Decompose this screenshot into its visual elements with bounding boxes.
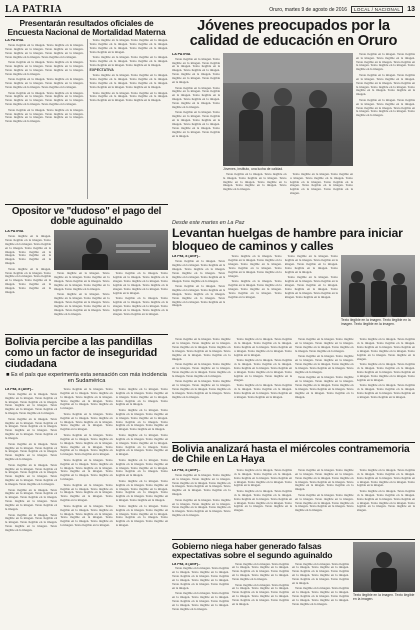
pandillas-column-1 xyxy=(5,388,57,630)
gobierno-paragraph: Texto ilegible en la imagen. Texto ilegible en la imagen. Texto ilegible en la imagen. Texto ilegible en la imagen. Texto ilegible en la imagen. Texto ilegible en la imagen. Texto ilegible en la imagen. xyxy=(232,562,289,582)
pandillas-paragraph: Texto ilegible en la imagen. Texto ilegible en la imagen. Texto ilegible en la imagen. Texto ilegible en la imagen. Texto ilegible en la imagen. Texto ilegible en la imagen. Texto ilegible en la imagen. xyxy=(60,457,113,482)
encuesta-paragraph: Texto ilegible en la imagen. Texto ilegible en la imagen. Texto ilegible en la imagen. Texto ilegible en la imagen. Texto ilegible en la imagen. Texto ilegible en la imagen. Texto ilegible en la imagen. xyxy=(5,60,84,76)
levantan-paragraph: Texto ilegible en la imagen. Texto ilegible en la imagen. Texto ilegible en la imagen. Texto ilegible en la imagen. Texto ilegible en la imagen. Texto ilegible en la imagen. Texto ilegible en la imagen. xyxy=(228,255,282,278)
chile-paragraph: Texto ilegible en la imagen. Texto ilegible en la imagen. Texto ilegible en la imagen. Texto ilegible en la imagen. Texto ilegible en la imagen. Texto ilegible en la imagen. Texto ilegible en la imagen. Texto ilegible en la imagen. xyxy=(295,468,354,492)
headline-pandillas: Bolivia percibe a las pandillas como un factor de inseguridad ciudadana xyxy=(5,336,157,370)
chile-paragraph: Texto ilegible en la imagen. Texto ilegible en la imagen. Texto ilegible en la imagen. Texto ilegible en la imagen. Texto ilegible en la imagen. Texto ilegible en la imagen. Texto ilegible en la imagen. Texto ilegible en la imagen. xyxy=(233,488,292,513)
chile-paragraph: Texto ilegible en la imagen. Texto ilegible en la imagen. Texto ilegible en la imagen. Texto ilegible en la imagen. Texto ilegible en la imagen. Texto ilegible en la imagen. Texto ilegible en la imagen. Texto ilegible en la imagen. xyxy=(172,472,231,497)
levantan-column-3 xyxy=(285,255,338,335)
jovenes-paragraph: Texto ilegible en la imagen. Texto ilegible en la imagen. Texto ilegible en la imagen. Texto ilegible en la imagen. Texto ilegible en la imagen. Texto ilegible en la imagen. Texto ilegible en la imagen. Texto ilegible en la imagen. xyxy=(356,72,415,97)
levantan-paragraph: Texto ilegible en la imagen. Texto ilegible en la imagen. Texto ilegible en la imagen. Texto ilegible en la imagen. Texto ilegible en la imagen. Texto ilegible en la imagen. Texto ilegible en la imagen. Texto ilegible en la imagen. xyxy=(172,258,226,283)
masthead-info xyxy=(269,6,415,13)
levantan-paragraph: Texto ilegible en la imagen. Texto ilegible en la imagen. Texto ilegible en la imagen. Texto ilegible en la imagen. Texto ilegible en la imagen. Texto ilegible en la imagen. xyxy=(172,362,231,378)
pandillas-paragraph: Texto ilegible en la imagen. Texto ilegible en la imagen. Texto ilegible en la imagen. Texto ilegible en la imagen. Texto ilegible en la imagen. Texto ilegible en la imagen. Texto ilegible en la imagen. xyxy=(115,503,168,528)
divider xyxy=(172,539,415,540)
students-figures-icon xyxy=(223,53,353,166)
jovenes-photo-block xyxy=(223,53,353,213)
encuesta-paragraph: Texto ilegible en la imagen. Texto ilegible en la imagen. Texto ilegible en la imagen. Texto ilegible en la imagen. Texto ilegible en la imagen. Texto ilegible en la imagen. xyxy=(89,55,168,68)
jovenes-paragraph: Texto ilegible en la imagen. Texto ilegible en la imagen. Texto ilegible en la imagen. Texto ilegible en la imagen. Texto ilegible en la imagen. Texto ilegible en la imagen. Texto ilegible en la imagen. Texto ilegible en la imagen. xyxy=(172,110,220,138)
pandillas-paragraph: Texto ilegible en la imagen. Texto ilegible en la imagen. Texto ilegible en la imagen. Texto ilegible en la imagen. Texto ilegible en la imagen. Texto ilegible en la imagen. Texto ilegible en la imagen. xyxy=(60,387,113,411)
encuesta-paragraph: Texto ilegible en la imagen. Texto ilegible en la imagen. Texto ilegible en la imagen. Texto ilegible en la imagen. Texto ilegible en la imagen. Texto ilegible en la imagen. Texto ilegible en la imagen. xyxy=(89,39,168,54)
encuesta-byline: LA PATRIA xyxy=(5,39,24,43)
levantan-paragraph: Texto ilegible en la imagen. Texto ilegible en la imagen. Texto ilegible en la imagen. Texto ilegible en la imagen. Texto ilegible en la imagen. Texto ilegible en la imagen. Texto ilegible en la imagen. xyxy=(356,362,415,382)
encuesta-paragraph: Texto ilegible en la imagen. Texto ilegible en la imagen. Texto ilegible en la imagen. Texto ilegible en la imagen. Texto ilegible en la imagen. Texto ilegible en la imagen. Texto ilegible en la imagen. Texto ilegible en la imagen. xyxy=(5,43,84,59)
jovenes-paragraph: Texto ilegible en la imagen. Texto ilegible en la imagen. Texto ilegible en la imagen. Texto ilegible en la imagen. Texto ilegible en la imagen. Texto ilegible en la imagen. Texto ilegible en la imagen. xyxy=(172,85,220,110)
chile-paragraph: Texto ilegible en la imagen. Texto ilegible en la imagen. Texto ilegible en la imagen. Texto ilegible en la imagen. Texto ilegible en la imagen. Texto ilegible en la imagen. Texto ilegible en la imagen. xyxy=(233,468,292,488)
levantan-paragraph: Texto ilegible en la imagen. Texto ilegible en la imagen. Texto ilegible en la imagen. Texto ilegible en la imagen. Texto ilegible en la imagen. Texto ilegible en la imagen. Texto ilegible en la imagen. Texto ilegible en la imagen. xyxy=(172,338,231,361)
pandillas-column-3 xyxy=(116,388,168,630)
headline-chile: Bolivia analizará hasta el miércoles contramemoria de Chile en La Haya xyxy=(172,444,410,466)
article-levantan xyxy=(172,219,415,439)
jovenes-column-1 xyxy=(172,53,220,213)
chile-column-3 xyxy=(295,469,354,533)
article-jovenes xyxy=(172,19,415,215)
opositor-photo-block xyxy=(54,230,168,325)
opositor-paragraph: Texto ilegible en la imagen. Texto ilegible en la imagen. Texto ilegible en la imagen. Texto ilegible en la imagen. Texto ilegible en la imagen. Texto ilegible en la imagen. Texto ilegible en la imagen. xyxy=(112,295,168,316)
article-chile xyxy=(172,445,415,537)
encuesta-paragraph: Texto ilegible en la imagen. Texto ilegible en la imagen. Texto ilegible en la imagen. Texto ilegible en la imagen. Texto ilegible en la imagen. Texto ilegible en la imagen. xyxy=(89,90,168,103)
gobierno-photo-block xyxy=(353,542,415,623)
pandillas-paragraph: Texto ilegible en la imagen. Texto ilegible en la imagen. Texto ilegible en la imagen. Texto ilegible en la imagen. Texto ilegible en la imagen. Texto ilegible en la imagen. xyxy=(60,482,113,503)
levantan-paragraph: Texto ilegible en la imagen. Texto ilegible en la imagen. Texto ilegible en la imagen. Texto ilegible en la imagen. Texto ilegible en la imagen. Texto ilegible en la imagen. Texto ilegible en la imagen. xyxy=(172,379,231,399)
levantan-paragraph: Texto ilegible en la imagen. Texto ilegible en la imagen. Texto ilegible en la imagen. Texto ilegible en la imagen. Texto ilegible en la imagen. Texto ilegible en la imagen. Texto ilegible en la imagen. Texto ilegible en la imagen. xyxy=(284,275,338,299)
levantan-paragraph: Texto ilegible en la imagen. Texto ilegible en la imagen. Texto ilegible en la imagen. Texto ilegible en la imagen. Texto ilegible en la imagen. Texto ilegible en la imagen. xyxy=(295,338,354,353)
article-pandillas xyxy=(5,337,168,627)
encuesta-subhead: EXPECTATIVA xyxy=(89,68,114,73)
levantan-photo xyxy=(341,255,415,317)
headline-jovenes: Jóvenes preocupados por la calidad de educación en Oruro xyxy=(189,18,398,49)
encuesta-column-2 xyxy=(87,39,169,199)
levantan-column-5 xyxy=(234,338,293,445)
pandillas-paragraph: Texto ilegible en la imagen. Texto ilegible en la imagen. Texto ilegible en la imagen. Texto ilegible en la imagen. Texto ilegible en la imagen. Texto ilegible en la imagen. xyxy=(5,441,58,462)
jovenes-column-4 xyxy=(356,53,415,213)
article-opositor xyxy=(5,207,168,332)
headline-levantan: Levantan huelgas de hambre para iniciar bloqueo de caminos y calles xyxy=(172,226,403,253)
levantan-paragraph: Texto ilegible en la imagen. Texto ilegible en la imagen. Texto ilegible en la imagen. Texto ilegible en la imagen. Texto ilegible en la imagen. Texto ilegible en la imagen. Texto ilegible en la imagen. xyxy=(172,283,226,308)
levantan-byline: La Paz, 8 (ANF).- xyxy=(172,255,201,259)
gobierno-paragraph: Texto ilegible en la imagen. Texto ilegible en la imagen. Texto ilegible en la imagen. Texto ilegible en la imagen. Texto ilegible en la imagen. Texto ilegible en la imagen. Texto ilegible en la imagen. xyxy=(172,591,229,611)
levantan-paragraph: Texto ilegible en la imagen. Texto ilegible en la imagen. Texto ilegible en la imagen. Texto ilegible en la imagen. Texto ilegible en la imagen. Texto ilegible en la imagen. xyxy=(233,383,292,399)
opositor-byline: LA PATRIA xyxy=(5,229,24,233)
opositor-column-2 xyxy=(54,272,110,325)
pandillas-paragraph: Texto ilegible en la imagen. Texto ilegible en la imagen. Texto ilegible en la imagen. Texto ilegible en la imagen. Texto ilegible en la imagen. Texto ilegible en la imagen. Texto ilegible en la imagen. xyxy=(5,487,58,512)
gobierno-paragraph: Texto ilegible en la imagen. Texto ilegible en la imagen. Texto ilegible en la imagen. Texto ilegible en la imagen. Texto ilegible en la imagen. Texto ilegible en la imagen. Texto ilegible en la imagen. Texto ilegible en la imagen. xyxy=(172,566,229,590)
headline-encuesta: Presentarán resultados oficiales de Encuesta Nacional de Mortalidad Materna xyxy=(7,18,166,37)
pandillas-paragraph: Texto ilegible en la imagen. Texto ilegible en la imagen. Texto ilegible en la imagen. Texto ilegible en la imagen. Texto ilegible en la imagen. Texto ilegible en la imagen. Texto ilegible en la imagen. Texto ilegible en la imagen. xyxy=(60,503,113,528)
divider xyxy=(172,442,415,443)
chile-paragraph: Texto ilegible en la imagen. Texto ilegible en la imagen. Texto ilegible en la imagen. Texto ilegible en la imagen. Texto ilegible en la imagen. Texto ilegible en la imagen. Texto ilegible en la imagen. xyxy=(356,468,415,488)
gobierno-photo xyxy=(353,542,415,592)
chile-column-1 xyxy=(172,469,231,533)
politician-portrait-icon xyxy=(54,230,164,270)
pandillas-paragraph: Texto ilegible en la imagen. Texto ilegible en la imagen. Texto ilegible en la imagen. Texto ilegible en la imagen. Texto ilegible en la imagen. Texto ilegible en la imagen. Texto ilegible en la imagen. Texto ilegible en la imagen. xyxy=(115,478,168,503)
levantan-photo-block xyxy=(341,255,415,335)
jovenes-photo-caption: Jóvenes, instituto, una lucha de calidad. xyxy=(223,166,284,171)
levantan-paragraph: Texto ilegible en la imagen. Texto ilegible en la imagen. Texto ilegible en la imagen. Texto ilegible en la imagen. Texto ilegible en la imagen. Texto ilegible en la imagen. xyxy=(356,383,415,399)
levantan-kicker: Desde este martes en La Paz xyxy=(172,220,245,226)
opositor-paragraph: Texto ilegible en la imagen. Texto ilegible en la imagen. Texto ilegible en la imagen. Texto ilegible en la imagen. Texto ilegible en la imagen. Texto ilegible en la imagen. Texto ilegible en la imagen. Texto ilegible en la imagen. xyxy=(112,271,168,295)
pandillas-paragraph: Texto ilegible en la imagen. Texto ilegible en la imagen. Texto ilegible en la imagen. Texto ilegible en la imagen. Texto ilegible en la imagen. Texto ilegible en la imagen. Texto ilegible en la imagen. Texto ilegible en la imagen. xyxy=(5,391,58,416)
jovenes-column-2 xyxy=(223,173,287,211)
newspaper-logo: LA PATRIA xyxy=(5,4,63,15)
headline-gobierno: Gobierno niega haber generado falsas expectativas sobre el segundo aguinaldo xyxy=(172,541,333,560)
section-tag: LOCAL / NACIONAL xyxy=(351,6,403,13)
pandillas-paragraph: Texto ilegible en la imagen. Texto ilegible en la imagen. Texto ilegible en la imagen. Texto ilegible en la imagen. Texto ilegible en la imagen. Texto ilegible en la imagen. xyxy=(115,457,168,478)
dateline: Oruro, martes 9 de agosto de 2016 xyxy=(269,6,348,13)
official-portrait-icon xyxy=(353,542,415,592)
gobierno-column-3 xyxy=(292,563,349,623)
opositor-paragraph: Texto ilegible en la imagen. Texto ilegible en la imagen. Texto ilegible en la imagen. Texto ilegible en la imagen. Texto ilegible en la imagen. Texto ilegible en la imagen. Texto ilegible en la imagen. xyxy=(5,266,51,295)
pandillas-paragraph: Texto ilegible en la imagen. Texto ilegible en la imagen. Texto ilegible en la imagen. Texto ilegible en la imagen. Texto ilegible en la imagen. Texto ilegible en la imagen. Texto ilegible en la imagen. Texto ilegible en la imagen. xyxy=(115,407,168,432)
chile-byline: La Paz, 8 (ANF).- xyxy=(172,468,201,472)
encuesta-paragraph: Texto ilegible en la imagen. Texto ilegible en la imagen. Texto ilegible en la imagen. Texto ilegible en la imagen. Texto ilegible en la imagen. Texto ilegible en la imagen. xyxy=(5,77,84,90)
levantan-paragraph: Texto ilegible en la imagen. Texto ilegible en la imagen. Texto ilegible en la imagen. Texto ilegible en la imagen. Texto ilegible en la imagen. Texto ilegible en la imagen. Texto ilegible en la imagen. Texto ilegible en la imagen. xyxy=(295,375,354,399)
jovenes-paragraph: Texto ilegible en la imagen. Texto ilegible en la imagen. Texto ilegible en la imagen. Texto ilegible en la imagen. Texto ilegible en la imagen. Texto ilegible en la imagen. Texto ilegible en la imagen. xyxy=(223,172,287,192)
divider xyxy=(5,204,168,205)
gobierno-paragraph: Texto ilegible en la imagen. Texto ilegible en la imagen. Texto ilegible en la imagen. Texto ilegible en la imagen. Texto ilegible en la imagen. Texto ilegible en la imagen. Texto ilegible en la imagen. Texto ilegible en la imagen. xyxy=(292,562,349,586)
levantan-paragraph: Texto ilegible en la imagen. Texto ilegible en la imagen. Texto ilegible en la imagen. Texto ilegible en la imagen. Texto ilegible en la imagen. Texto ilegible en la imagen. Texto ilegible en la imagen. Texto ilegible en la imagen. xyxy=(233,358,292,382)
levantan-column-2 xyxy=(228,255,281,335)
article-encuesta xyxy=(5,19,168,202)
gobierno-column-1 xyxy=(172,563,229,623)
divider xyxy=(5,334,168,335)
encuesta-paragraph: Texto ilegible en la imagen. Texto ilegible en la imagen. Texto ilegible en la imagen. Texto ilegible en la imagen. Texto ilegible en la imagen. Texto ilegible en la imagen. Texto ilegible en la imagen. Texto ilegible en la imagen. xyxy=(5,90,84,107)
pandillas-paragraph: Texto ilegible en la imagen. Texto ilegible en la imagen. Texto ilegible en la imagen. Texto ilegible en la imagen. Texto ilegible en la imagen. Texto ilegible en la imagen. Texto ilegible en la imagen. xyxy=(115,432,168,457)
opositor-paragraph: Texto ilegible en la imagen. Texto ilegible en la imagen. Texto ilegible en la imagen. Texto ilegible en la imagen. Texto ilegible en la imagen. Texto ilegible en la imagen. Texto ilegible en la imagen. Texto ilegible en la imagen. xyxy=(54,292,110,316)
opositor-column-3 xyxy=(113,272,169,325)
gobierno-photo-caption: Texto ilegible en la imagen. Texto ilegible en la imagen. xyxy=(353,593,415,601)
pandillas-paragraph: Texto ilegible en la imagen. Texto ilegible en la imagen. Texto ilegible en la imagen. Texto ilegible en la imagen. Texto ilegible en la imagen. Texto ilegible en la imagen. Texto ilegible en la imagen. Texto ilegible en la imagen. xyxy=(5,462,58,487)
gobierno-paragraph: Texto ilegible en la imagen. Texto ilegible en la imagen. Texto ilegible en la imagen. Texto ilegible en la imagen. Texto ilegible en la imagen. Texto ilegible en la imagen. Texto ilegible en la imagen. xyxy=(292,586,349,607)
chile-paragraph: Texto ilegible en la imagen. Texto ilegible en la imagen. Texto ilegible en la imagen. Texto ilegible en la imagen. Texto ilegible en la imagen. Texto ilegible en la imagen. Texto ilegible en la imagen. xyxy=(295,492,354,513)
chile-paragraph: Texto ilegible en la imagen. Texto ilegible en la imagen. Texto ilegible en la imagen. Texto ilegible en la imagen. Texto ilegible en la imagen. Texto ilegible en la imagen. Texto ilegible en la imagen. xyxy=(172,497,231,518)
opositor-photo xyxy=(54,230,168,270)
chile-paragraph: Texto ilegible en la imagen. Texto ilegible en la imagen. Texto ilegible en la imagen. Texto ilegible en la imagen. Texto ilegible en la imagen. Texto ilegible en la imagen. Texto ilegible en la imagen. Texto ilegible en la imagen. xyxy=(356,488,415,513)
jovenes-photo xyxy=(223,53,353,166)
levantan-column-6 xyxy=(295,338,354,445)
levantan-column-1 xyxy=(172,255,225,335)
gobierno-byline: La Paz, 8 (ANF).- xyxy=(172,562,201,566)
levantan-paragraph: Texto ilegible en la imagen. Texto ilegible en la imagen. Texto ilegible en la imagen. Texto ilegible en la imagen. Texto ilegible en la imagen. Texto ilegible en la imagen. Texto ilegible en la imagen. Texto ilegible en la imagen. xyxy=(356,338,415,361)
masthead xyxy=(5,3,415,17)
article-gobierno xyxy=(172,542,415,627)
chile-column-4 xyxy=(357,469,416,533)
levantan-paragraph: Texto ilegible en la imagen. Texto ilegible en la imagen. Texto ilegible en la imagen. Texto ilegible en la imagen. Texto ilegible en la imagen. Texto ilegible en la imagen. xyxy=(228,279,282,299)
levantan-paragraph: Texto ilegible en la imagen. Texto ilegible en la imagen. Texto ilegible en la imagen. Texto ilegible en la imagen. Texto ilegible en la imagen. Texto ilegible en la imagen. Texto ilegible en la imagen. xyxy=(295,354,354,374)
opositor-column-1 xyxy=(5,230,51,325)
levantan-photo-caption: Texto ilegible en la imagen. Texto ilegible en la imagen. Texto ilegible en la imagen. xyxy=(340,318,411,327)
protesters-icon xyxy=(341,255,415,317)
pandillas-paragraph: Texto ilegible en la imagen. Texto ilegible en la imagen. Texto ilegible en la imagen. Texto ilegible en la imagen. Texto ilegible en la imagen. Texto ilegible en la imagen. xyxy=(115,387,168,407)
pandillas-column-2 xyxy=(60,388,112,630)
pandillas-lead: ■ Es el país que experimenta esta sensación con más incidencia en Sudamérica xyxy=(6,372,167,385)
opositor-paragraph: Texto ilegible en la imagen. Texto ilegible en la imagen. Texto ilegible en la imagen. Texto ilegible en la imagen. Texto ilegible en la imagen. Texto ilegible en la imagen. Texto ilegible en la imagen. xyxy=(54,271,110,291)
page-number: 13 xyxy=(407,6,415,13)
levantan-paragraph: Texto ilegible en la imagen. Texto ilegible en la imagen. Texto ilegible en la imagen. Texto ilegible en la imagen. Texto ilegible en la imagen. Texto ilegible en la imagen. Texto ilegible en la imagen. xyxy=(233,338,292,357)
jovenes-paragraph: Texto ilegible en la imagen. Texto ilegible en la imagen. Texto ilegible en la imagen. Texto ilegible en la imagen. Texto ilegible en la imagen. Texto ilegible en la imagen. Texto ilegible en la imagen. Texto ilegible en la imagen. xyxy=(289,172,353,196)
encuesta-column-1 xyxy=(5,39,84,199)
levantan-column-7 xyxy=(357,338,416,445)
levantan-column-4 xyxy=(172,338,231,445)
jovenes-byline: LA PATRIA xyxy=(172,52,191,56)
pandillas-paragraph: Texto ilegible en la imagen. Texto ilegible en la imagen. Texto ilegible en la imagen. Texto ilegible en la imagen. Texto ilegible en la imagen. Texto ilegible en la imagen. Texto ilegible en la imagen. xyxy=(5,416,58,441)
pandillas-paragraph: Texto ilegible en la imagen. Texto ilegible en la imagen. Texto ilegible en la imagen. Texto ilegible en la imagen. Texto ilegible en la imagen. Texto ilegible en la imagen. xyxy=(60,411,113,432)
gobierno-paragraph: Texto ilegible en la imagen. Texto ilegible en la imagen. Texto ilegible en la imagen. Texto ilegible en la imagen. Texto ilegible en la imagen. Texto ilegible en la imagen. Texto ilegible en la imagen. Texto ilegible en la imagen. xyxy=(232,582,289,607)
chile-column-2 xyxy=(234,469,293,533)
gobierno-column-2 xyxy=(232,563,289,623)
pandillas-paragraph: Texto ilegible en la imagen. Texto ilegible en la imagen. Texto ilegible en la imagen. Texto ilegible en la imagen. Texto ilegible en la imagen. Texto ilegible en la imagen. xyxy=(5,512,58,533)
jovenes-paragraph: Texto ilegible en la imagen. Texto ilegible en la imagen. Texto ilegible en la imagen. Texto ilegible en la imagen. Texto ilegible en la imagen. Texto ilegible en la imagen. Texto ilegible en la imagen. xyxy=(356,97,415,118)
levantan-paragraph: Texto ilegible en la imagen. Texto ilegible en la imagen. Texto ilegible en la imagen. Texto ilegible en la imagen. Texto ilegible en la imagen. Texto ilegible en la imagen. xyxy=(284,255,338,274)
jovenes-column-3 xyxy=(290,173,354,211)
jovenes-paragraph: Texto ilegible en la imagen. Texto ilegible en la imagen. Texto ilegible en la imagen. Texto ilegible en la imagen. Texto ilegible en la imagen. Texto ilegible en la imagen. Texto ilegible en la imagen. Texto ilegible en la imagen. xyxy=(172,56,220,85)
pandillas-byline: La Paz, 8 (ANF).- xyxy=(5,387,34,391)
opositor-paragraph: Texto ilegible en la imagen. Texto ilegible en la imagen. Texto ilegible en la imagen. Texto ilegible en la imagen. Texto ilegible en la imagen. Texto ilegible en la imagen. Texto ilegible en la imagen. Texto ilegible en la imagen. xyxy=(5,233,51,266)
jovenes-paragraph: Texto ilegible en la imagen. Texto ilegible en la imagen. Texto ilegible en la imagen. Texto ilegible en la imagen. Texto ilegible en la imagen. Texto ilegible en la imagen. Texto ilegible en la imagen. xyxy=(356,52,415,72)
pandillas-paragraph: Texto ilegible en la imagen. Texto ilegible en la imagen. Texto ilegible en la imagen. Texto ilegible en la imagen. Texto ilegible en la imagen. Texto ilegible en la imagen. Texto ilegible en la imagen. Texto ilegible en la imagen. xyxy=(60,432,113,457)
headline-opositor: Opositor ve "dudoso" el pago del doble aguinaldo xyxy=(11,206,162,227)
encuesta-paragraph: Texto ilegible en la imagen. Texto ilegible en la imagen. Texto ilegible en la imagen. Texto ilegible en la imagen. Texto ilegible en la imagen. Texto ilegible en la imagen. Texto ilegible en la imagen. xyxy=(5,107,84,124)
encuesta-paragraph: Texto ilegible en la imagen. Texto ilegible en la imagen. Texto ilegible en la imagen. Texto ilegible en la imagen. Texto ilegible en la imagen. Texto ilegible en la imagen. Texto ilegible en la imagen. Texto ilegible en la imagen. xyxy=(89,73,168,90)
